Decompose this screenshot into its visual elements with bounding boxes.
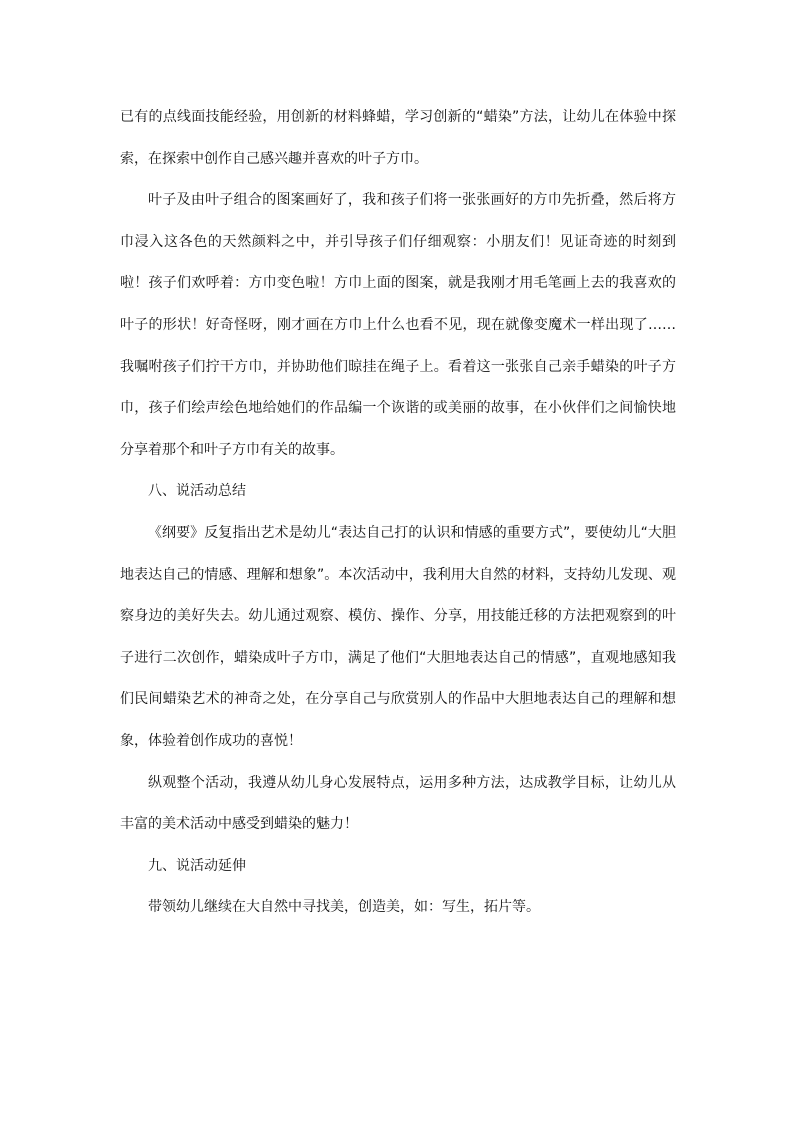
document-body (120, 97, 676, 929)
section-heading-extension: 九、说活动延伸 (148, 857, 246, 874)
paragraph-dyeing-process: 叶子及由叶子组合的图案画好了，我和孩子们将一张张画好的方巾先折叠，然后将方巾浸入这各色的天然颜料之中，并引导孩子们仔细观察：小朋友们！见证奇迹的时刻到啦！孩子们欢呼着：方巾变色啦！方巾上面的图案，就是我刚才用毛笔画上去的我喜欢的叶子的形状！好奇怪呀，刚才画在方巾上什么也看不见，现在就像变魔术一样出现了……我嘱咐孩子们拧干方巾，并协助他们晾挂在绳子上。看着这一张张自己亲手蜡染的叶子方巾，孩子们绘声绘色地给她们的作品编一个诙谐的或美丽的故事，在小伙伴们之间愉快地分享着那个和叶子方巾有关的故事。 (120, 192, 676, 458)
section-heading-summary: 八、说活动总结 (148, 483, 246, 500)
paragraph-extension: 带领幼儿继续在大自然中寻找美，创造美，如：写生，拓片等。 (148, 899, 540, 916)
paragraph-summary: 《纲要》反复指出艺术是幼儿“表达自己打的认识和情感的重要方式”，要使幼儿“大胆地表达自己的情感、理解和想象”。本次活动中，我利用大自然的材料，支持幼儿发现、观察身边的美好失去。幼儿通过观察、模仿、操作、分享，用技能迁移的方法把观察到的叶子进行二次创作，蜡染成叶子方巾，满足了他们“大胆地表达自己的情感”，直观地感知我们民间蜡染艺术的神奇之处，在分享自己与欣赏别人的作品中大胆地表达自己的理解和想象，体验着创作成功的喜悦！ (120, 524, 676, 749)
paragraph-intro-continuation: 已有的点线面技能经验，用创新的材料蜂蜡，学习创新的“蜡染”方法，让幼儿在体验中探索，在探索中创作自己感兴趣并喜欢的叶子方巾。 (120, 109, 676, 167)
paragraph-overview: 纵观整个活动，我遵从幼儿身心发展特点，运用多种方法，达成教学目标，让幼儿从丰富的美术活动中感受到蜡染的魅力！ (120, 774, 676, 833)
